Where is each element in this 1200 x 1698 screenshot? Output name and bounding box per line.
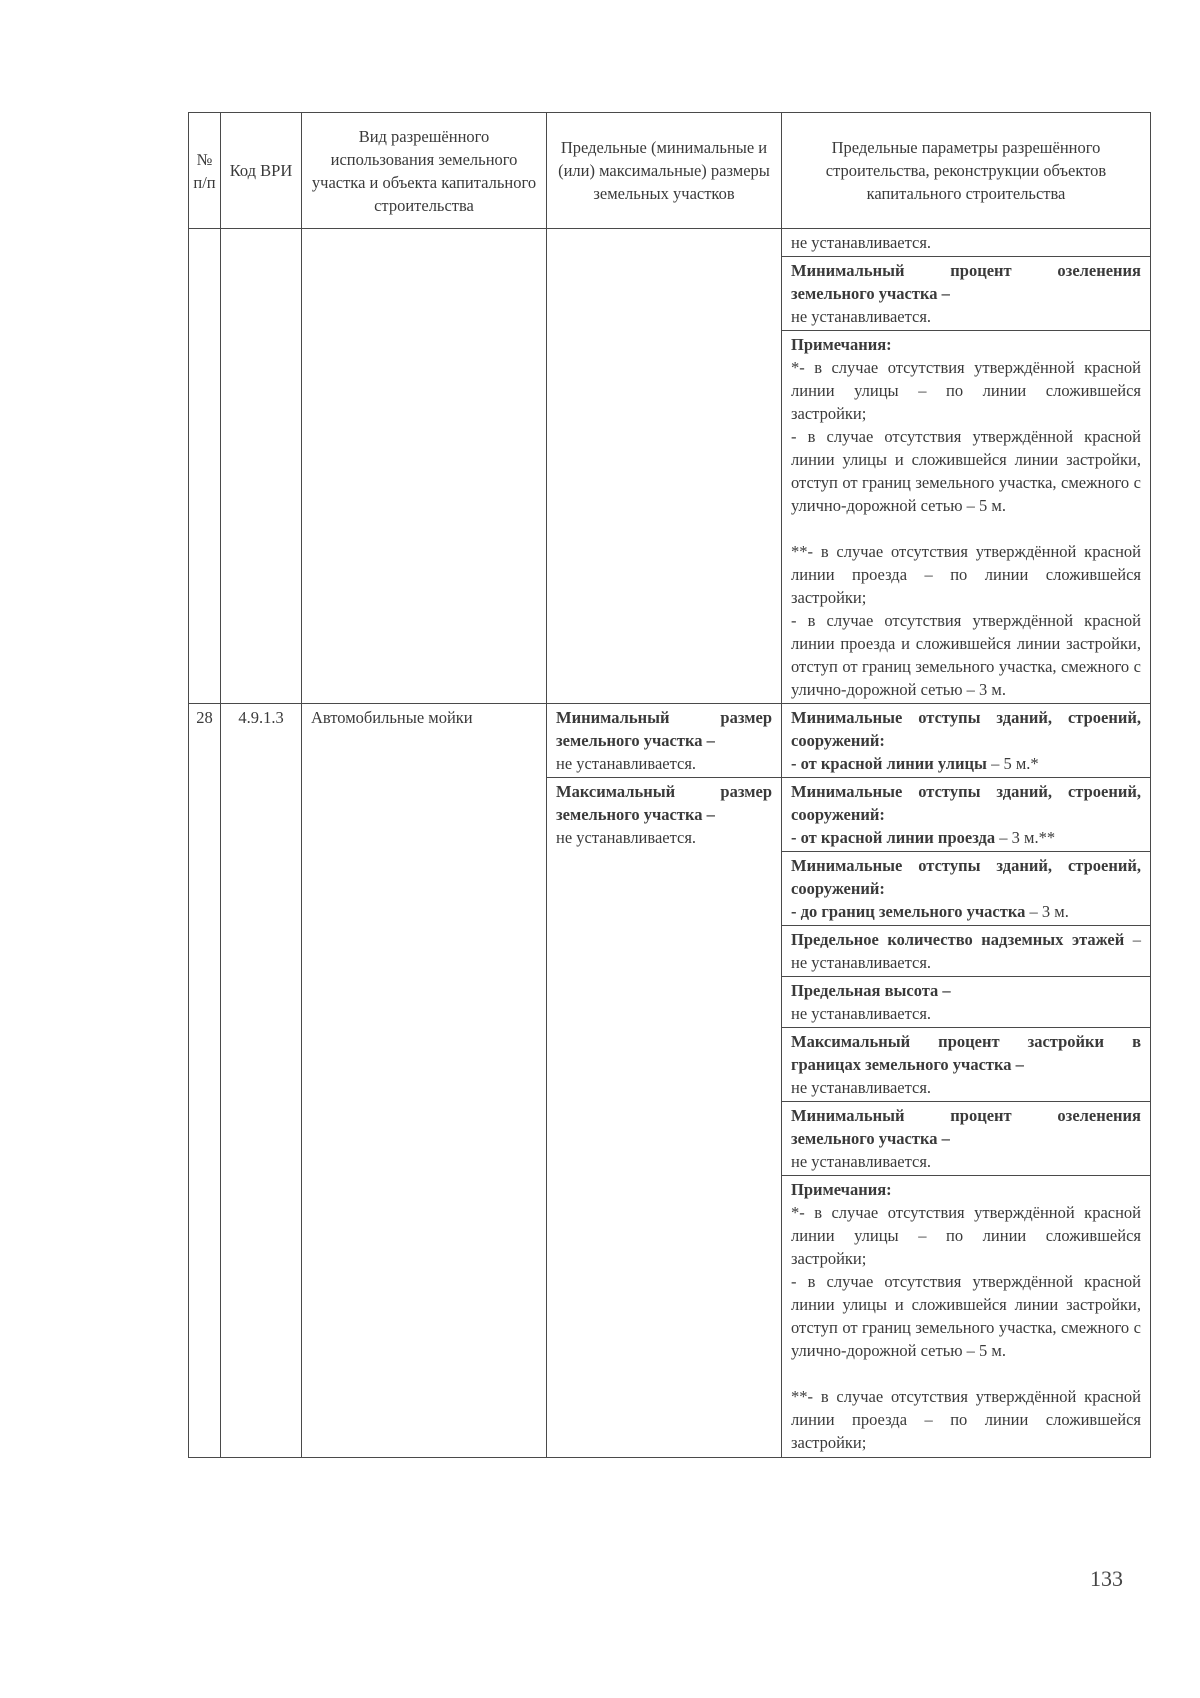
max-size-title: Максимальный размер земельного участка – — [556, 782, 772, 824]
build-percent-value: не устанавливается. — [791, 1078, 932, 1097]
setback2-value: – 3 м.** — [995, 828, 1056, 847]
setback2-title: Минимальные отступы зданий, строений, сооружений: — [791, 782, 1141, 824]
note-1: *- в случае отсутствия утверждённой красной линии улицы – по линии сложившейся застройки; — [791, 1203, 1141, 1268]
row-use-name: Автомобильные мойки — [302, 704, 547, 1458]
header-code: Код ВРИ — [221, 113, 302, 229]
green-percent-title: Минимальный процент озеленения земельного участка – — [791, 1106, 1141, 1148]
green-percent-value: не устанавливается. — [791, 1152, 932, 1171]
notes-title: Примечания: — [791, 1180, 892, 1199]
min-size-title: Минимальный размер земельного участка – — [556, 708, 772, 750]
min-size-cell — [547, 704, 782, 778]
cont-code-cell — [221, 229, 302, 704]
note-1: *- в случае отсутствия утверждённой красной линии улицы – по линии сложившейся застройки; — [791, 358, 1141, 423]
setback1-cell — [782, 704, 1151, 778]
cont-green-cell — [782, 257, 1151, 331]
header-number: № п/п — [189, 113, 221, 229]
cont-size-cell — [547, 229, 782, 704]
notes-cell — [782, 1176, 1151, 1458]
setback3-cell — [782, 852, 1151, 926]
setback2-line: - от красной линии проезда — [791, 828, 996, 847]
header-parameters: Предельные параметры разрешённого строительства, реконструкции объектов капитального строительства — [782, 113, 1151, 229]
max-size-cell — [547, 778, 782, 1458]
floors-cell — [782, 926, 1151, 977]
table-row — [189, 229, 1151, 257]
row-code: 4.9.1.3 — [221, 704, 302, 1458]
regulations-table — [188, 112, 1151, 1458]
cont-param-tail: не устанавливается. — [782, 229, 1151, 257]
note-2: - в случае отсутствия утверждённой красной линии улицы и сложившейся линии застройки, отступ от границ земельного участка, смежного с улично-дорожной сетью – 5 м. — [791, 1272, 1141, 1360]
note-2: - в случае отсутствия утверждённой красной линии улицы и сложившейся линии застройки, отступ от границ земельного участка, смежного с улично-дорожной сетью – 5 м. — [791, 427, 1141, 515]
header-use-type: Вид разрешённого использования земельного участка и объекта капитального строительства — [302, 113, 547, 229]
min-size-value: не устанавливается. — [556, 754, 697, 773]
setback3-title: Минимальные отступы зданий, строений, сооружений: — [791, 856, 1141, 898]
setback3-value: – 3 м. — [1025, 902, 1069, 921]
header-plot-size: Предельные (минимальные и (или) максимальные) размеры земельных участков — [547, 113, 782, 229]
floors-title: Предельное количество надземных этажей — [791, 930, 1125, 949]
note-3: **- в случае отсутствия утверждённой красной линии проезда – по линии сложившейся застройки; — [791, 542, 1141, 607]
height-value: не устанавливается. — [791, 1004, 932, 1023]
table-row — [189, 704, 1151, 778]
green-title: Минимальный процент озеленения земельного участка – — [791, 261, 1141, 303]
setback1-value: – 5 м.* — [986, 754, 1039, 773]
cont-num-cell — [189, 229, 221, 704]
setback3-line: - до границ земельного участка — [791, 902, 1026, 921]
height-title: Предельная высота – — [791, 981, 951, 1000]
notes-title: Примечания: — [791, 335, 892, 354]
build-percent-cell — [782, 1028, 1151, 1102]
setback2-cell — [782, 778, 1151, 852]
height-cell — [782, 977, 1151, 1028]
setback1-line: - от красной линии улицы — [791, 754, 987, 773]
floors-value: – не устанавливается. — [791, 930, 1141, 972]
row-number: 28 — [189, 704, 221, 1458]
note-3: **- в случае отсутствия утверждённой красной линии проезда – по линии сложившейся застройки; — [791, 1387, 1141, 1452]
max-size-value: не устанавливается. — [556, 828, 697, 847]
build-percent-title: Максимальный процент застройки в границах земельного участка – — [791, 1032, 1141, 1074]
note-4: - в случае отсутствия утверждённой красной линии проезда и сложившейся линии застройки, отступ от границ земельного участка, смежного с улично-дорожной сетью – 3 м. — [791, 611, 1141, 699]
setback1-title: Минимальные отступы зданий, строений, сооружений: — [791, 708, 1141, 750]
table-header-row — [189, 113, 1151, 229]
cont-name-cell — [302, 229, 547, 704]
cont-notes-cell — [782, 331, 1151, 704]
green-value: не устанавливается. — [791, 307, 932, 326]
green-percent-cell — [782, 1102, 1151, 1176]
page-number: 133 — [1090, 1566, 1123, 1591]
